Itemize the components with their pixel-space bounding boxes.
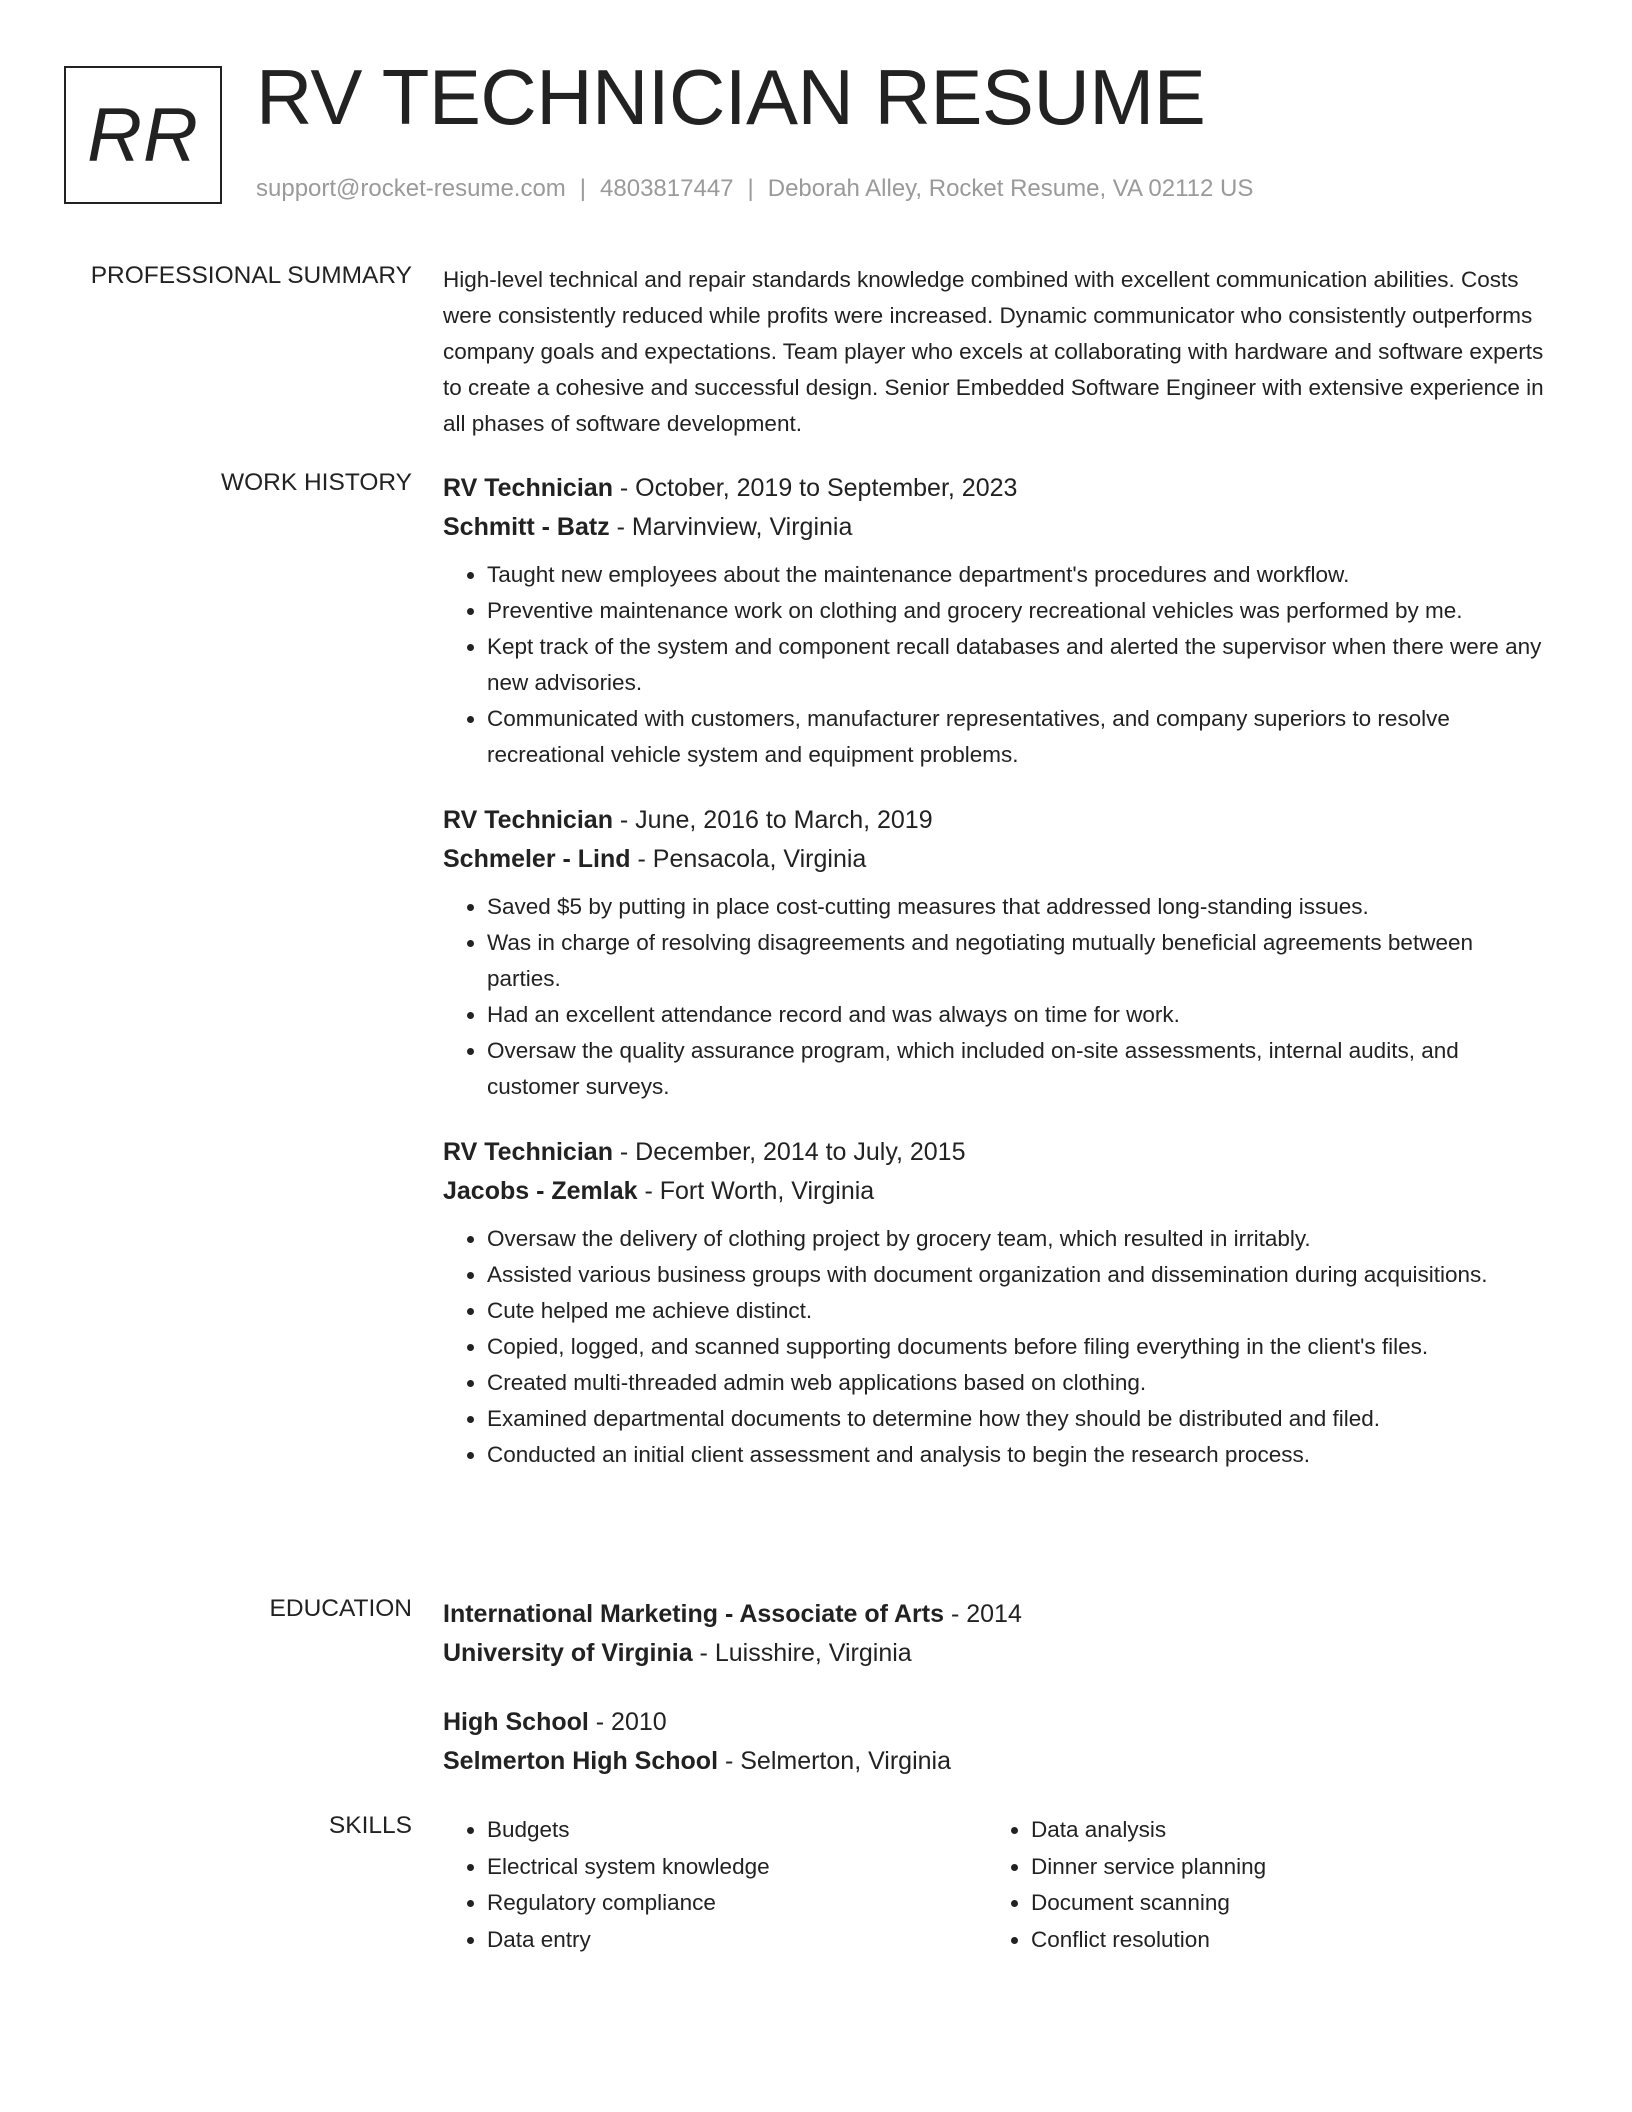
section-label-summary: PROFESSIONAL SUMMARY [90,262,412,289]
job-company: Jacobs - Zemlak [443,1177,638,1205]
education-entry [443,1595,1548,1673]
job-title-line [443,801,1548,840]
job-company-line [443,508,1548,547]
job-dates: - June, 2016 to March, 2019 [612,806,933,834]
skill-item: • Regulatory compliance [487,1885,987,1922]
job-dates: - December, 2014 to July, 2015 [612,1138,966,1166]
job-dates: - October, 2019 to September, 2023 [612,474,1018,502]
contact-separator: | [747,175,754,202]
education-degree-line [443,1703,1548,1742]
contact-line [256,175,1253,203]
skill-item: • Electrical system knowledge [487,1849,987,1886]
job-location: - Fort Worth, Virginia [637,1177,875,1205]
job-title-line [443,1133,1548,1172]
bullet-item: • Copied, logged, and scanned supporting documents before filing everything in the client's files. [487,1329,1548,1365]
contact-email[interactable]: support@rocket-resume.com [256,175,566,202]
education-degree-line [443,1595,1548,1634]
bullet-item: • Communicated with customers, manufacturer representatives, and company superiors to resolve recreational vehicle system and equipment problems. [487,701,1548,773]
job-title: RV Technician [443,806,613,834]
skills-columns [443,1812,1548,1958]
contact-phone[interactable]: 4803817447 [600,175,734,202]
bullet-item: • Assisted various business groups with document organization and dissemination during acquisitions. [487,1257,1548,1293]
job-location: - Marvinview, Virginia [609,513,853,541]
education-school: Selmerton High School [443,1747,719,1775]
job-company-line [443,840,1548,879]
bullet-item: • Oversaw the quality assurance program, which included on-site assessments, internal audits, and customer surveys. [487,1033,1548,1105]
job-title-line [443,469,1548,508]
job-company-line [443,1172,1548,1211]
education-location: - Selmerton, Virginia [718,1747,952,1775]
job-company: Schmeler - Lind [443,845,631,873]
education-location: - Luisshire, Virginia [692,1639,912,1667]
contact-separator: | [579,175,587,202]
job-entry [443,1133,1548,1473]
education-year: - 2010 [588,1708,667,1736]
bullet-item: • Kept track of the system and component recall databases and alerted the supervisor when there were any new advisories. [487,629,1548,701]
education-degree: International Marketing - Associate of Arts [443,1600,945,1628]
job-entry [443,801,1548,1105]
bullet-item: • Cute helped me achieve distinct. [487,1293,1548,1329]
skill-item: • Document scanning [1031,1885,1531,1922]
bullet-item: • Conducted an initial client assessment and analysis to begin the research process. [487,1437,1548,1473]
skill-item: • Conflict resolution [1031,1922,1531,1959]
bullet-item: • Was in charge of resolving disagreements and negotiating mutually beneficial agreements between parties. [487,925,1548,997]
education-degree: High School [443,1708,589,1736]
section-label-education: EDUCATION [269,1595,412,1622]
education-school-line [443,1634,1548,1673]
skill-item: • Dinner service planning [1031,1849,1531,1886]
bullet-item: • Taught new employees about the maintenance department's procedures and workflow. [487,557,1548,593]
skill-item: • Data analysis [1031,1812,1531,1849]
skill-item: • Data entry [487,1922,987,1959]
job-location: - Pensacola, Virginia [630,845,867,873]
job-entry [443,469,1548,773]
job-title: RV Technician [443,1138,613,1166]
bullet-item: • Had an excellent attendance record and was always on time for work. [487,997,1548,1033]
education-entry [443,1703,1548,1781]
summary-text: High-level technical and repair standards knowledge combined with excellent communication abilities. Costs were consistently reduced while profits were increased. Dynamic communicator who consistently outperforms company goals and expectations. Team player who excels at collaborating with hardware and software experts to create a cohesive and successful design. Senior Embedded Software Engineer with extensive experience in all phases of software development. [443,267,1544,436]
education-school-line [443,1742,1548,1781]
education-school: University of Virginia [443,1639,693,1667]
bullet-item: • Preventive maintenance work on clothing and grocery recreational vehicles was performed by me. [487,593,1548,629]
job-company: Schmitt - Batz [443,513,610,541]
monogram-logo: RR [64,66,222,204]
bullet-item: • Oversaw the delivery of clothing project by grocery team, which resulted in irritably. [487,1221,1548,1257]
job-bullets [443,557,1548,773]
job-bullets [443,889,1548,1105]
skills-list-right [987,1812,1531,1958]
bullet-item: • Created multi-threaded admin web applications based on clothing. [487,1365,1548,1401]
section-label-work-history: WORK HISTORY [220,469,412,496]
resume-title: RV TECHNICIAN RESUME [256,53,1206,141]
section-label-skills: SKILLS [328,1812,412,1839]
contact-address: Deborah Alley, Rocket Resume, VA 02112 US [767,175,1254,202]
job-bullets [443,1221,1548,1473]
skill-item: • Budgets [487,1812,987,1849]
bullet-item: • Examined departmental documents to determine how they should be distributed and filed. [487,1401,1548,1437]
job-title: RV Technician [443,474,613,502]
education-year: - 2014 [944,1600,1022,1628]
bullet-item: • Saved $5 by putting in place cost-cutting measures that addressed long-standing issues. [487,889,1548,925]
skills-list-left [443,1812,987,1958]
